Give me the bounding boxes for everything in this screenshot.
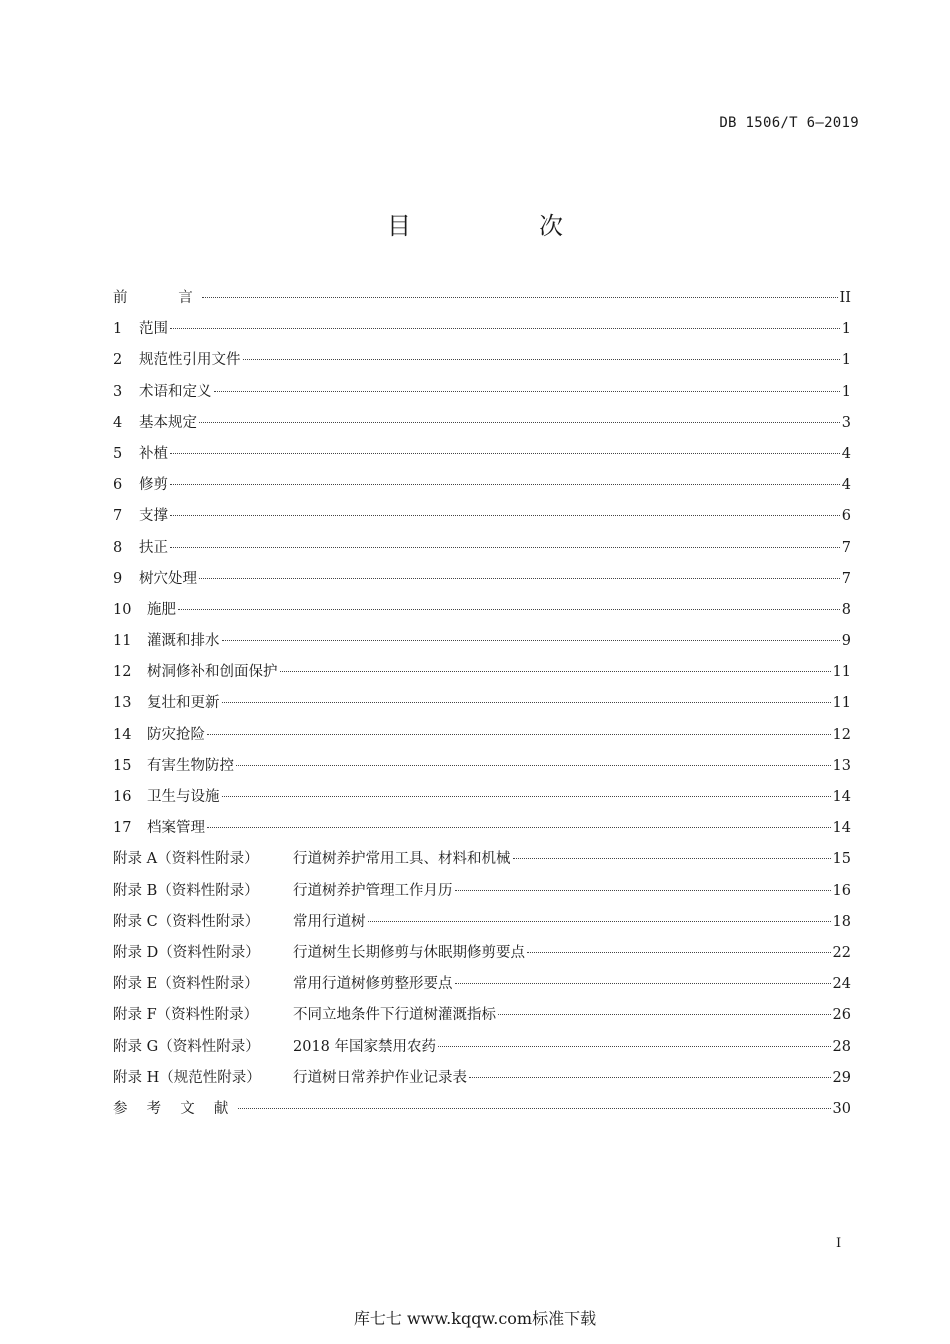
toc-entry-label xyxy=(113,657,278,688)
toc-section-number: 16 xyxy=(113,789,132,805)
toc-page-number: 8 xyxy=(841,601,851,618)
toc-entry-title: 行道树日常养护作业记录表 xyxy=(293,1069,467,1086)
toc-entry[interactable] xyxy=(113,751,851,782)
toc-entry-title: 复壮和更新 xyxy=(147,695,220,712)
toc-entry-label xyxy=(113,439,168,470)
toc-section-number: 15 xyxy=(113,757,132,774)
toc-section-number: 1 xyxy=(113,321,123,338)
toc-entry[interactable] xyxy=(113,439,851,470)
toc-entry-label xyxy=(113,626,220,657)
toc-page-number: 11 xyxy=(832,664,851,681)
toc-page-number: 1 xyxy=(841,321,851,338)
toc-entry-label xyxy=(113,408,197,439)
toc-entry-label xyxy=(113,314,168,345)
toc-entry-title: 规范性引用文件 xyxy=(139,352,241,369)
toc-entry-label xyxy=(113,907,366,938)
toc-entry-label xyxy=(113,595,176,626)
toc-page-number: 14 xyxy=(832,820,851,837)
toc-entry-label xyxy=(113,813,205,844)
toc-page-number: 6 xyxy=(841,508,851,525)
toc-entry-title: 施肥 xyxy=(147,601,176,618)
toc-entry-label xyxy=(113,564,197,595)
toc-page-number: 7 xyxy=(841,539,851,556)
toc-entry[interactable] xyxy=(113,595,851,626)
toc-section-number: 12 xyxy=(113,664,132,681)
toc-annex-prefix: 附录 D（资料性附录） xyxy=(113,944,260,961)
toc-page-number: 15 xyxy=(832,851,851,868)
table-of-contents xyxy=(113,283,851,1125)
toc-entry[interactable] xyxy=(113,1000,851,1031)
toc-entry-title: 支撑 xyxy=(139,508,168,525)
toc-dot-leader xyxy=(469,1077,831,1078)
toc-section-number: 9 xyxy=(113,570,123,587)
toc-dot-leader xyxy=(236,765,831,766)
toc-entry[interactable] xyxy=(113,657,851,688)
toc-section-number: 5 xyxy=(113,445,123,462)
toc-entry[interactable] xyxy=(113,533,851,564)
toc-entry[interactable] xyxy=(113,1063,851,1094)
toc-section-number: 10 xyxy=(113,601,132,618)
toc-page-number: II xyxy=(839,290,851,306)
toc-entry-label xyxy=(113,1063,467,1094)
toc-annex-prefix: 附录 C（资料性附录） xyxy=(113,913,260,930)
toc-page-number: 24 xyxy=(832,976,851,993)
toc-section-number: 17 xyxy=(113,820,132,837)
toc-page-number: 22 xyxy=(832,944,851,961)
toc-entry[interactable] xyxy=(113,688,851,719)
toc-page-number: 12 xyxy=(832,726,851,743)
toc-page-number: 1 xyxy=(841,352,851,369)
toc-section-number: 7 xyxy=(113,508,123,525)
toc-annex-prefix: 附录 B（资料性附录） xyxy=(113,882,259,899)
toc-dot-leader xyxy=(368,921,831,922)
toc-section-number: 8 xyxy=(113,539,123,556)
toc-entry-title: 卫生与设施 xyxy=(147,789,220,805)
toc-dot-leader xyxy=(438,1046,831,1047)
toc-entry-title: 行道树生长期修剪与休眠期修剪要点 xyxy=(293,944,525,961)
toc-annex-prefix: 附录 A（资料性附录） xyxy=(113,851,259,868)
toc-dot-leader xyxy=(455,890,831,891)
toc-dot-leader xyxy=(222,796,831,797)
toc-entry[interactable] xyxy=(113,938,851,969)
toc-entry[interactable] xyxy=(113,314,851,345)
toc-page-number: 16 xyxy=(832,882,851,899)
toc-dot-leader xyxy=(170,547,840,548)
toc-entry-label xyxy=(113,501,168,532)
toc-dot-leader xyxy=(199,422,840,423)
toc-dot-leader xyxy=(222,702,831,703)
toc-entry-label xyxy=(113,969,453,1000)
toc-entry-title: 档案管理 xyxy=(147,820,205,837)
toc-annex-prefix: 附录 G（资料性附录） xyxy=(113,1038,260,1055)
toc-entry[interactable] xyxy=(113,782,851,813)
toc-entry[interactable] xyxy=(113,1032,851,1063)
toc-entry-title: 常用行道树 xyxy=(293,913,366,930)
toc-entry-label xyxy=(113,751,234,782)
toc-page-number: 4 xyxy=(841,477,851,494)
toc-entry[interactable] xyxy=(113,470,851,501)
toc-dot-leader xyxy=(170,484,840,485)
toc-entry-label xyxy=(113,533,168,564)
toc-entry[interactable] xyxy=(113,907,851,938)
toc-entry-title: 行道树养护常用工具、材料和机械 xyxy=(293,851,511,868)
toc-entry-label xyxy=(113,345,241,376)
toc-dot-leader xyxy=(513,858,831,859)
toc-entry-title: 扶正 xyxy=(139,539,168,556)
toc-entry[interactable] xyxy=(113,564,851,595)
toc-entry-title: 树穴处理 xyxy=(139,570,197,587)
toc-page-number: 30 xyxy=(832,1100,851,1117)
toc-dot-leader xyxy=(243,359,840,360)
toc-dot-leader xyxy=(214,391,840,392)
toc-entry-title: 2018 年国家禁用农药 xyxy=(293,1038,437,1055)
toc-dot-leader xyxy=(199,578,840,579)
toc-entry-label xyxy=(113,782,220,813)
toc-entry[interactable] xyxy=(113,345,851,376)
toc-dot-leader xyxy=(222,640,840,641)
toc-entry-title: 树洞修补和创面保护 xyxy=(147,664,278,681)
toc-entry[interactable] xyxy=(113,969,851,1000)
toc-entry-title: 防灾抢险 xyxy=(147,726,205,743)
toc-section-number: 2 xyxy=(113,352,123,369)
toc-entry-label xyxy=(113,844,511,875)
toc-section-number: 4 xyxy=(113,414,123,431)
toc-entry-title: 灌溉和排水 xyxy=(147,633,220,650)
toc-annex-prefix: 附录 E（资料性附录） xyxy=(113,976,259,993)
toc-dot-leader xyxy=(178,609,840,610)
toc-dot-leader xyxy=(170,515,840,516)
toc-entry-title: 术语和定义 xyxy=(139,383,212,400)
toc-entry-label xyxy=(113,470,168,501)
toc-page-number: 26 xyxy=(832,1007,851,1024)
toc-entry[interactable] xyxy=(113,626,851,657)
toc-entry-title: 参 考 文 献 xyxy=(113,1100,236,1117)
toc-entry-label xyxy=(113,1032,436,1063)
toc-section-number: 13 xyxy=(113,695,132,712)
page-number: I xyxy=(836,1236,842,1251)
toc-entry[interactable] xyxy=(113,501,851,532)
toc-entry-label xyxy=(113,1094,236,1125)
toc-entry-title: 不同立地条件下行道树灌溉指标 xyxy=(293,1007,496,1024)
toc-page-number: 18 xyxy=(832,913,851,930)
toc-entry[interactable] xyxy=(113,720,851,751)
toc-entry[interactable] xyxy=(113,813,851,844)
toc-section-number: 14 xyxy=(113,726,132,743)
toc-dot-leader xyxy=(455,983,831,984)
toc-entry-title: 常用行道树修剪整形要点 xyxy=(293,976,453,993)
toc-entry-label xyxy=(113,720,205,751)
toc-dot-leader xyxy=(207,734,831,735)
toc-dot-leader xyxy=(170,328,840,329)
toc-entry-label xyxy=(113,377,212,408)
toc-dot-leader xyxy=(238,1108,831,1109)
toc-entry-title: 范围 xyxy=(139,321,168,338)
toc-entry[interactable] xyxy=(113,283,851,314)
toc-entry-label xyxy=(113,283,200,314)
toc-section-number: 3 xyxy=(113,383,123,400)
toc-entry[interactable] xyxy=(113,1094,851,1125)
toc-entry-title: 有害生物防控 xyxy=(147,757,234,774)
toc-entry-title: 修剪 xyxy=(139,477,168,494)
toc-dot-leader xyxy=(170,453,840,454)
toc-dot-leader xyxy=(202,297,838,298)
toc-page-number: 7 xyxy=(841,570,851,587)
toc-entry-title: 行道树养护管理工作月历 xyxy=(293,882,453,899)
toc-entry-label xyxy=(113,938,525,969)
toc-entry-label xyxy=(113,1000,496,1031)
toc-dot-leader xyxy=(498,1014,831,1015)
document-code: DB 1506/T 6—2019 xyxy=(719,115,859,131)
toc-entry[interactable] xyxy=(113,876,851,907)
toc-page-number: 1 xyxy=(841,383,851,400)
toc-section-number: 11 xyxy=(113,633,132,650)
toc-page-number: 29 xyxy=(832,1069,851,1086)
toc-entry-title: 补植 xyxy=(139,445,168,462)
toc-dot-leader xyxy=(280,671,831,672)
toc-page-number: 9 xyxy=(841,633,851,650)
toc-entry-title: 基本规定 xyxy=(139,414,197,431)
toc-page-number: 3 xyxy=(841,414,851,431)
toc-page-number: 13 xyxy=(832,757,851,774)
footer-watermark: 库七七 www.kqqw.com标准下载 xyxy=(353,1309,597,1328)
toc-entry-title: 前 言 xyxy=(113,290,200,306)
toc-title: 目 次 xyxy=(387,212,615,240)
toc-dot-leader xyxy=(207,827,831,828)
toc-entry[interactable] xyxy=(113,377,851,408)
toc-page-number: 28 xyxy=(832,1038,851,1055)
toc-page-number: 14 xyxy=(832,789,851,805)
toc-page-number: 11 xyxy=(832,695,851,712)
toc-annex-prefix: 附录 F（资料性附录） xyxy=(113,1007,259,1024)
toc-section-number: 6 xyxy=(113,477,123,494)
toc-annex-prefix: 附录 H（规范性附录） xyxy=(113,1069,261,1086)
toc-dot-leader xyxy=(527,952,831,953)
toc-entry[interactable] xyxy=(113,408,851,439)
toc-entry-label xyxy=(113,688,220,719)
toc-entry[interactable] xyxy=(113,844,851,875)
toc-page-number: 4 xyxy=(841,445,851,462)
toc-entry-label xyxy=(113,876,453,907)
